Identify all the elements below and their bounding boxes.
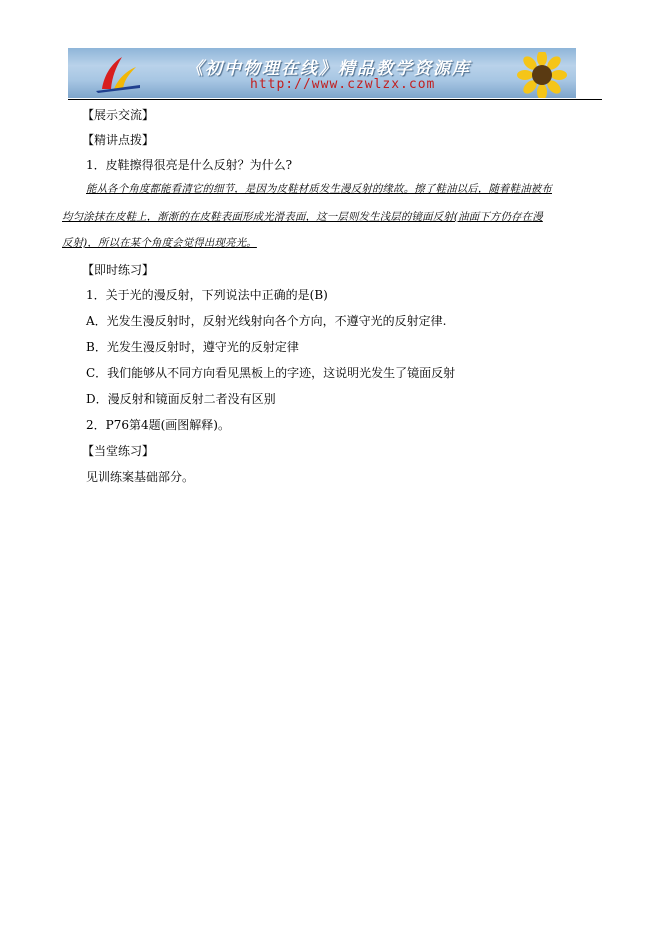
banner-title: 《初中物理在线》精品教学资源库	[186, 59, 471, 79]
class-practice-text: 见训练案基础部分。	[86, 470, 195, 484]
section-heading-display: 【展示交流】	[82, 108, 155, 122]
section-heading-explain: 【精讲点拨】	[82, 133, 155, 147]
sunflower-icon	[512, 52, 572, 98]
section-heading-practice: 【即时练习】	[82, 263, 155, 277]
practice-option-b: B．光发生漫反射时，遵守光的反射定律	[86, 340, 299, 354]
practice-option-a: A．光发生漫反射时，反射光线射向各个方向，不遵守光的反射定律.	[86, 314, 447, 328]
explain-answer-line-3: 反射)，所以在某个角度会觉得出现亮光。	[62, 237, 257, 249]
banner-url: http://www.czwlzx.com	[250, 77, 436, 92]
explain-answer-line-1: 能从各个角度都能看清它的细节，是因为皮鞋材质发生漫反射的缘故。擦了鞋油以后，随着鞋油被布	[86, 183, 552, 195]
explain-question: 1．皮鞋擦得很亮是什么反射？为什么?	[86, 158, 293, 172]
practice-option-c: C．我们能够从不同方向看见黑板上的字迹，这说明光发生了镜面反射	[86, 366, 456, 380]
practice-question-1: 1．关于光的漫反射，下列说法中正确的是(B)	[86, 288, 328, 302]
practice-question-2: 2．P76第4题(画图解释)。	[86, 418, 230, 432]
practice-option-d: D．漫反射和镜面反射二者没有区别	[86, 392, 276, 406]
section-heading-class-practice: 【当堂练习】	[82, 444, 155, 458]
header-rule	[68, 99, 602, 100]
explain-answer-line-2: 均匀涂抹在皮鞋上，渐渐的在皮鞋表面形成光滑表面，这一层则发生浅层的镜面反射(油面下方仍存在漫	[62, 211, 543, 223]
header-banner	[68, 48, 576, 98]
logo-icon	[94, 55, 144, 93]
